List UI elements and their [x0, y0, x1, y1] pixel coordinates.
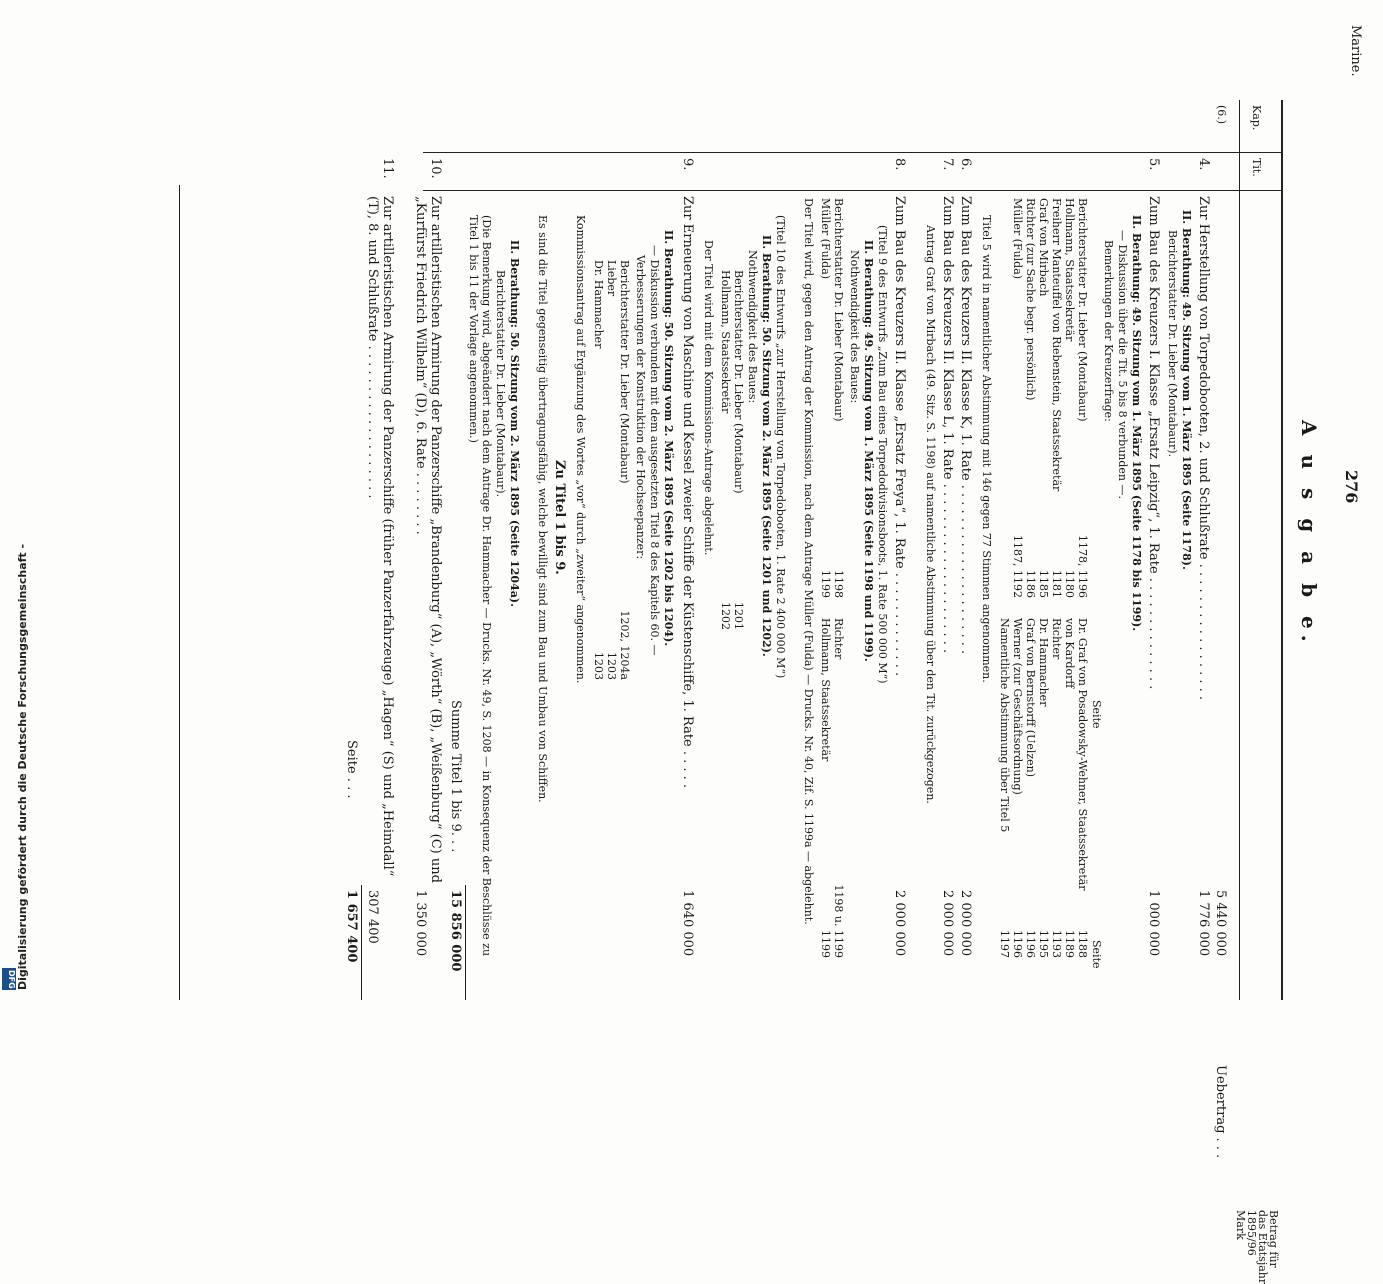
speakers4: [592, 260, 631, 680]
col-header-amount: Betrag für das Etatsjahr 1895/96 Mark: [1234, 1210, 1280, 1284]
speaker-line: Freiherr Manteuffel von Riebenstein, Staatssekretär 1181: [1050, 198, 1063, 598]
tit-number: 10.: [428, 158, 443, 179]
total-rule: [361, 885, 362, 1000]
tit-number: 6.: [958, 158, 973, 171]
speaker-line: Richter 1198 u. 1199: [832, 618, 845, 958]
tit-number: 11.: [380, 158, 395, 179]
speaker-line: Namentliche Abstimmung über Titel 5 1197: [998, 618, 1011, 958]
tit-number: 7.: [940, 158, 955, 171]
sum-amount: 15 856 000: [448, 890, 463, 972]
speakers2-left: [819, 198, 845, 598]
page-title: A u s g a b e.: [1297, 420, 1321, 648]
speaker-line: Richter 1193: [1050, 618, 1063, 958]
speaker-line: Dr. Hammacher 1203: [592, 260, 605, 680]
speaker-line: Dr. Hammacher 1195: [1037, 618, 1050, 958]
speakers-left: [1011, 198, 1089, 598]
debate-note: II. Berathung: 49. Sitzung vom 1. März 1895 (Seite 1178).: [1180, 210, 1193, 570]
entry-text: Zur Erneuerung von Maschine und Kessel zweier Schiffe der Küstenschiffe, 1. Rate . . . . .: [680, 196, 695, 789]
speaker-line: Lieber 1203: [605, 260, 618, 680]
speaker-line: Müller (Fulda) 1199: [819, 198, 832, 598]
speaker-line: Müller (Fulda) 1187, 1192: [1011, 198, 1024, 598]
col-header-kap: Kap.: [1250, 105, 1263, 131]
speaker-line: Berichterstatter Dr. Lieber (Montabaur) 1202, 1204a: [618, 260, 631, 680]
entry-amount: 2 000 000: [892, 890, 907, 957]
entry-amount: 1 000 000: [1146, 890, 1161, 957]
entry-text: Zum Bau des Kreuzers II. Klasse „Ersatz Freya“, 1. Rate . . . . . . . . . . . . .: [892, 196, 907, 677]
transfer-note: Es sind die Titel gegenseitig übertragungsfähig, welche bewilligt sind zum Bau und Umbau von Schiffen.: [536, 215, 549, 803]
speaker-line: von Kardorff 1189: [1063, 618, 1076, 958]
speaker-line: Berichterstatter Dr. Lieber (Montabaur) 1198: [832, 198, 845, 598]
entry-text: Zur artilleristischen Armirung der Panzerschiffe (früher Panzerfahrzeuge) „Hagen“ (S) und „Heimdall“ (T), 8. und Schlußrate . . . . . . . . . . . . . . . . . . .: [365, 196, 395, 877]
speaker-line: Graf von Bernstorff (Uelzen) 1196: [1024, 618, 1037, 958]
speaker-line: Dr. Graf von Posadowsky-Wehner, Staatssekretär 1188: [1076, 618, 1089, 958]
debate-note: II. Berathung: 49. Sitzung vom 1. März 1895 (Seite 1178 bis 1199).: [1130, 215, 1143, 632]
entry-text: Zur artilleristischen Armirung der Panzerschiffe „Brandenburg“ (A), „Wörth“ (B), „Weißenburg“ (C) und „Kurfürst Friedrich Wilhelm“ (D), 6. Rate . . . . . . . .: [413, 196, 443, 883]
speaker-line: Werner (zur Geschäftsordnung) 1196: [1011, 618, 1024, 958]
debate-note: II. Berathung: 50. Sitzung vom 2. März 1895 (Seite 1202 bis 1204).: [662, 230, 675, 647]
chapter-marker: (6.): [1215, 105, 1228, 125]
entry-amount: 2 000 000: [940, 890, 955, 957]
debate-note: Nothwendigkeit des Baues:: [746, 250, 759, 404]
speakers-right: [998, 618, 1089, 958]
entry-amount: 307 400: [365, 890, 380, 944]
vote-note: Titel 5 wird in namentlicher Abstimmung mit 146 gegen 77 Stimmen angenommen.: [980, 215, 993, 683]
funding-credit: Digitalisierung gefördert durch die Deutsche Forschungsgemeinschaft -: [16, 543, 29, 990]
speakers3: [719, 270, 745, 630]
debate-note: II. Berathung: 50. Sitzung vom 2. März 1895 (Seite 1204a).: [508, 240, 521, 607]
decision-note: Der Titel wird mit dem Kommissions-Antrage abgelehnt.: [702, 240, 715, 556]
decision-note: Der Titel wird, gegen den Antrag der Kommission, nach dem Antrage Müller (Fulda) — Drucks. Nr. 40, Zif. S. 1199a — abgelehnt.: [802, 198, 815, 925]
dfg-logo: DFG: [2, 968, 16, 990]
debate-note: II. Berathung: 50. Sitzung vom 2. März 1895 (Seite 1201 und 1202).: [760, 235, 773, 657]
seite-label: Seite: [1090, 700, 1103, 729]
entry-text: Zum Bau des Kreuzers II. Klasse L, 1. Rate . . . . . . . . . . . . . . . . . . . . .: [940, 196, 955, 654]
tit-number: 4.: [1196, 158, 1211, 171]
col-header-tit: Tit.: [1250, 158, 1263, 177]
entry-row: Uebertrag . . .: [1213, 1065, 1228, 1159]
debate-note: Nothwendigkeit des Baues:: [848, 250, 861, 404]
section-subheading: Zu Titel 1 bis 9.: [552, 460, 567, 575]
entry-amount: 1 776 000: [1196, 890, 1211, 957]
page-number: 276: [1342, 470, 1361, 504]
debate-note: II. Berathung: 49. Sitzung vom 1. März 1895 (Seite 1198 und 1199).: [862, 240, 875, 662]
page-total-amount: 1 657 400: [344, 890, 359, 963]
entry-amount: 1 350 000: [413, 890, 428, 957]
entry-amount: 2 000 000: [958, 890, 973, 957]
draft-note: (Titel 10 des Entwurfs „zur Herstellung von Torpedobooten, 1. Rate 2 400 000 M“): [774, 215, 787, 679]
speaker-line: Hollmann, Staatssekretär 1202: [719, 270, 732, 630]
entry-amount: 1 640 000: [680, 890, 695, 957]
seite-label: Seite: [1090, 940, 1103, 969]
tit-number: 5.: [1146, 158, 1161, 171]
debate-note: — Diskussion verbunden mit dem ausgesetzten Titel 8 des Kapitels 60. —: [648, 245, 661, 656]
header-rule: [1239, 100, 1240, 1000]
draft-note: (Titel 9 des Entwurfs „Zum Bau eines Torpedodivisionsboots, 1. Rate 500 000 M“): [876, 225, 889, 684]
commission-note: Kommissionsantrag auf Ergänzung des Wortes „vor“ durch „zweiter“ angenommen.: [574, 215, 587, 684]
entry-text: Zum Bau des Kreuzers II. Klasse K, 1. Rate . . . . . . . . . . . . . . . . . . . . .: [958, 196, 973, 655]
amount-col-divider: [179, 185, 180, 1000]
col-divider-tit: [423, 152, 1283, 153]
entry-text: Zum Bau des Kreuzers I. Klasse „Ersatz Leipzig“, 1. Rate . . . . . . . . . . . . . .: [1146, 196, 1161, 690]
sum-rule: [465, 885, 466, 1000]
debate-note: Verbesserungen der Konstruktion der Hochseepanzer:: [634, 255, 647, 560]
debate-note: Bemerkungen der Kreuzerfrage:: [1102, 240, 1115, 422]
sum-label: Summe Titel 1 bis 9. . .: [448, 700, 463, 853]
tit-number: 8.: [892, 158, 907, 171]
tit-number: 9.: [680, 158, 695, 171]
debate-note: — Diskussion über die Tit. 5 bis 8 verbunden —.: [1116, 230, 1129, 499]
page-total-label: Seite . . .: [344, 740, 359, 799]
reporter-note: Berichterstatter Dr. Lieber (Montabaur).: [494, 270, 507, 498]
speakers2-right: [819, 618, 845, 958]
speaker-line: Graf von Mirbach 1185: [1037, 198, 1050, 598]
speaker-line: Richter (zur Sache begr. persönlich) 1186: [1024, 198, 1037, 598]
speaker-line: Berichterstatter Dr. Lieber (Montabaur) 1178, 1196: [1076, 198, 1089, 598]
entry-text: Zur Herstellung von Torpedobooten, 2. und Schlußrate . . . . . . . . . . . . . . . . .: [1196, 196, 1211, 701]
motion-note: Antrag Graf von Mirbach (49. Sitz. S. 1198) auf namentliche Abstimmung über den Tit. zurückgezogen.: [924, 225, 937, 804]
amendment-note: (Die Bemerkung wird, abgeändert nach dem Antrage Dr. Hammacher — Drucks. Nr. 49, S. 1208 — in Konsequenz der Beschlüsse zu Titel 1 bis 11 der Vorlage angenommen.): [467, 215, 493, 957]
speaker-line: Berichterstatter Dr. Lieber (Montabaur) 1201: [732, 270, 745, 630]
speaker-line: Hollmann, Staatssekretär 1180: [1063, 198, 1076, 598]
entry-amount: 5 440 000: [1213, 890, 1228, 957]
section-label: Marine.: [1348, 25, 1363, 77]
reporter-note: Berichterstatter Dr. Lieber (Montabaur).: [1166, 230, 1179, 458]
speaker-line: Hollmann, Staatssekretär 1199: [819, 618, 832, 958]
top-rule: [1281, 100, 1283, 1000]
col-divider-kap: [423, 190, 1283, 191]
